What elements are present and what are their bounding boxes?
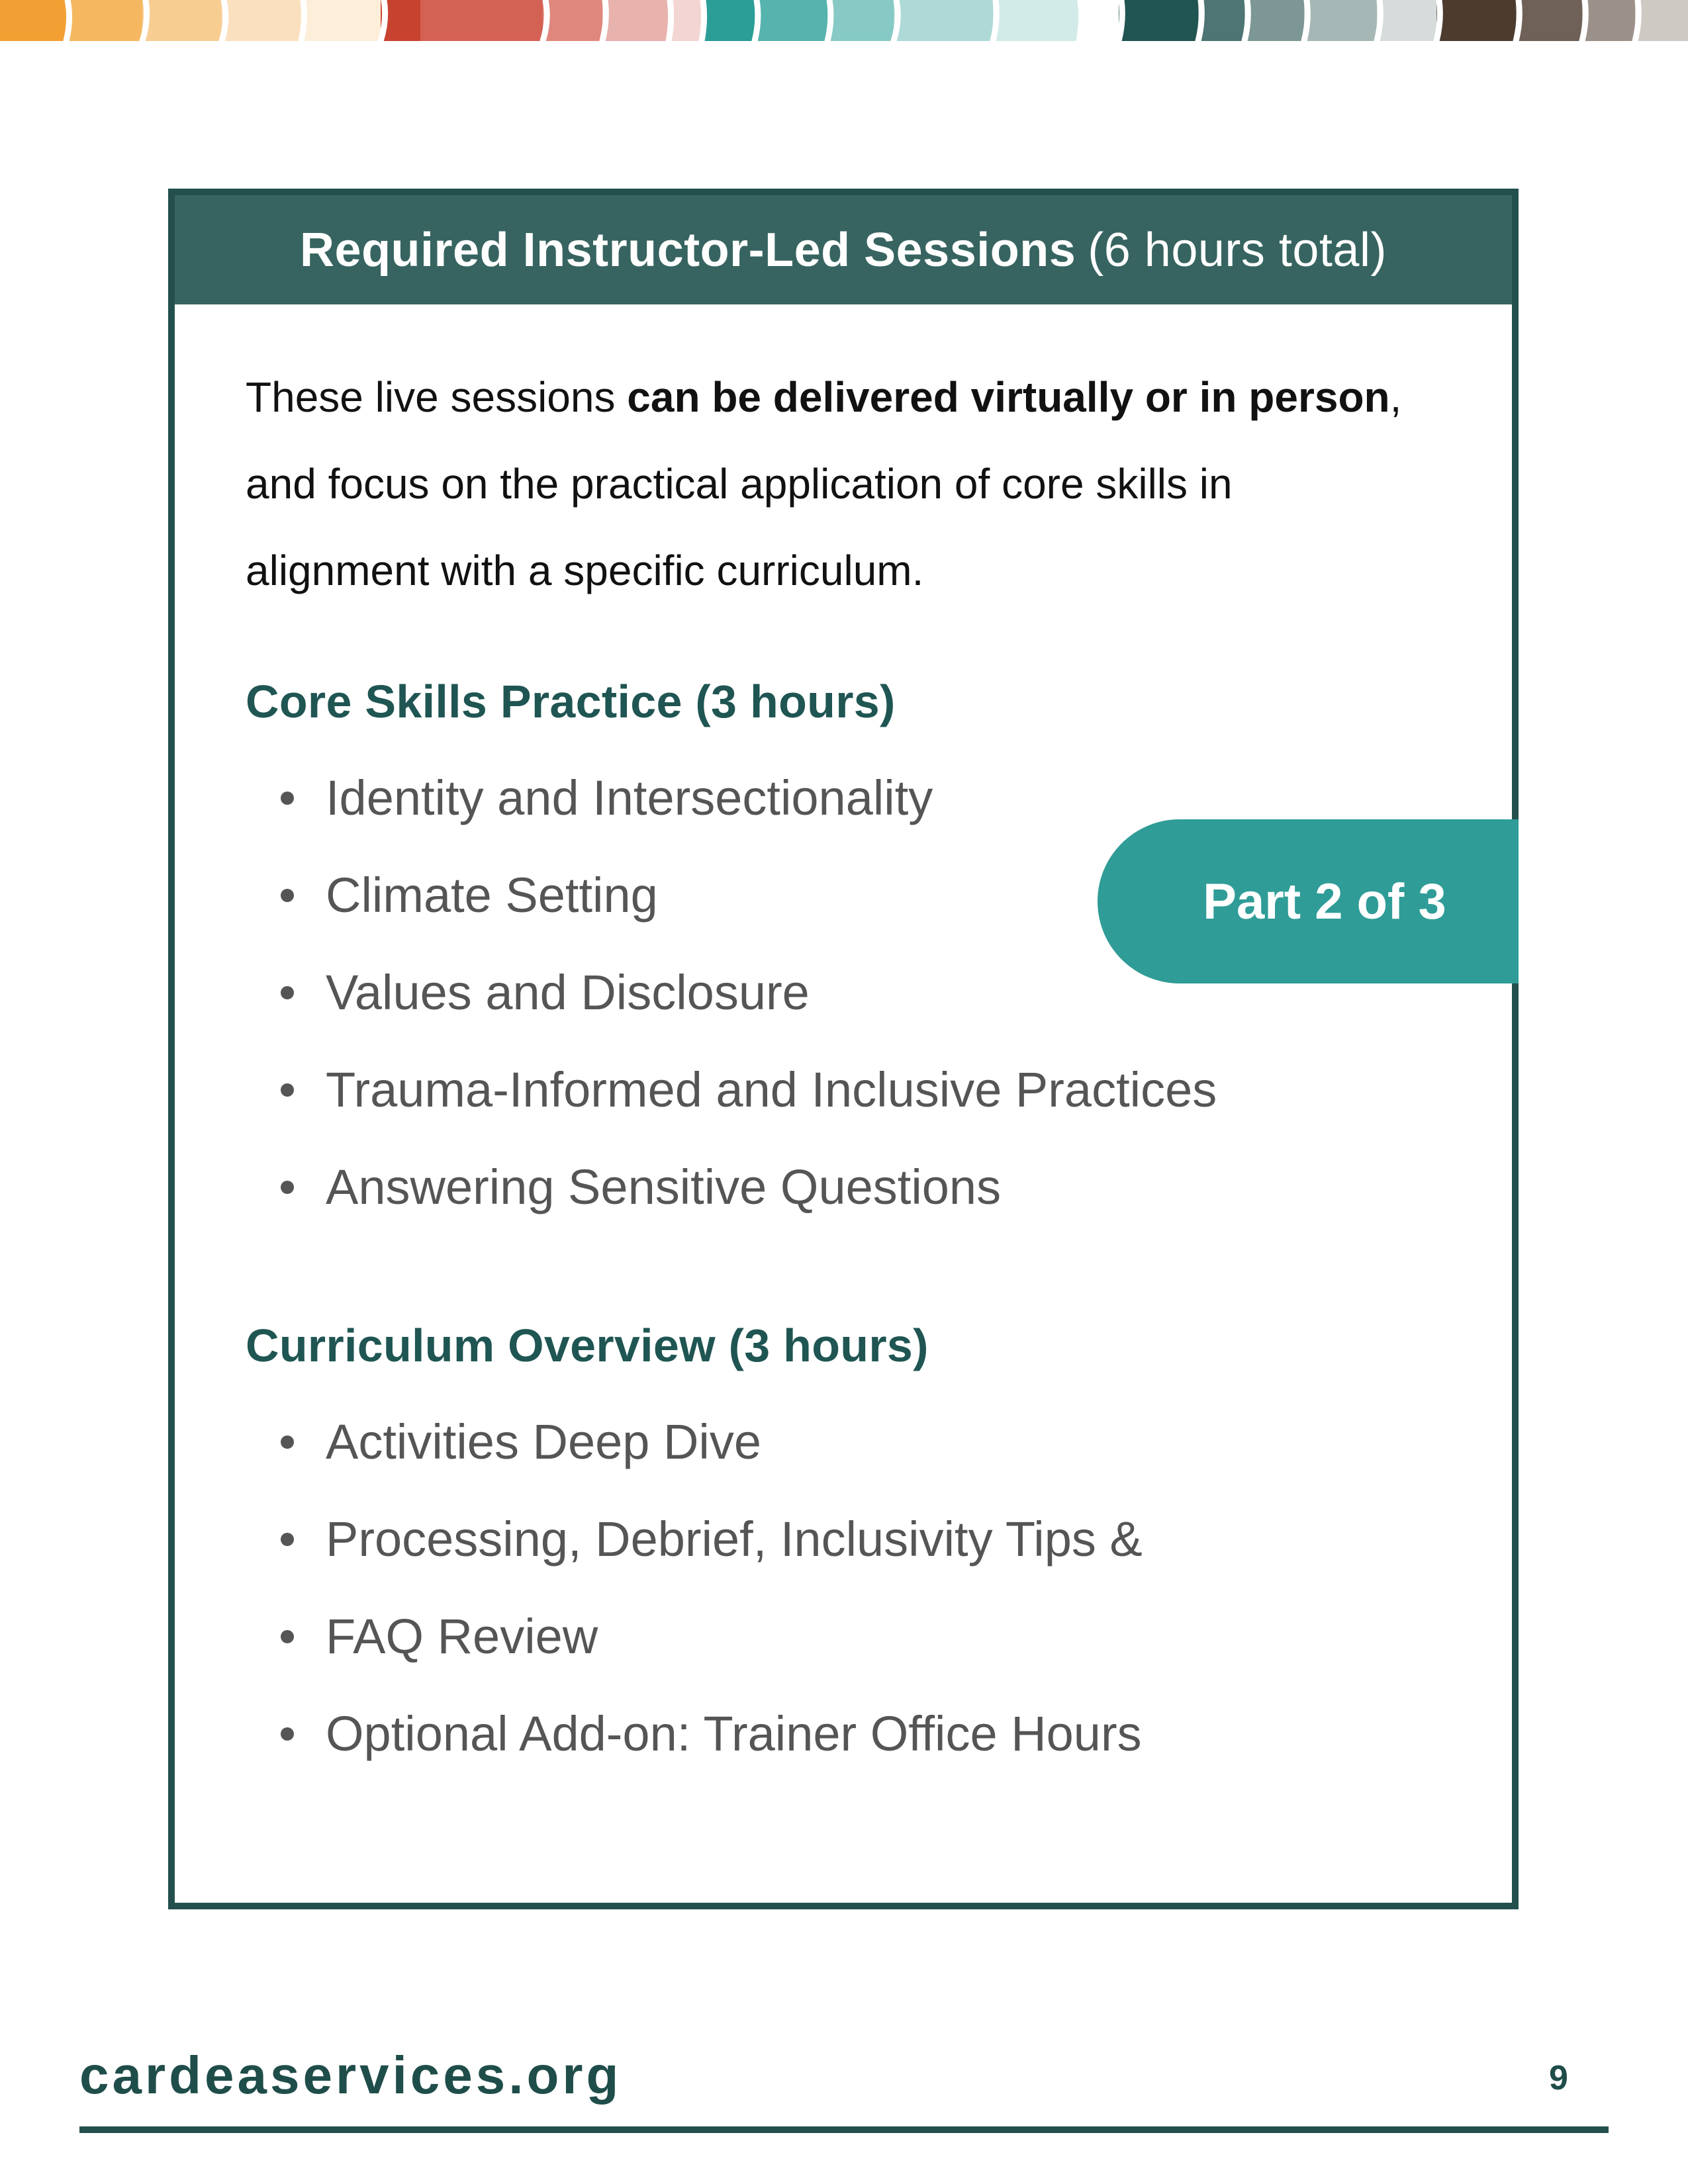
card-header (175, 195, 1512, 304)
intro-text-start: These live sessions (246, 373, 628, 421)
curriculum-overview-list (281, 1393, 1143, 1782)
intro-text-end: , and focus on the practical application of core skills in alignment with a specific curriculum. (246, 373, 1402, 594)
top-color-band (0, 0, 1688, 41)
list-item: Optional Add-on: Trainer Office Hours (281, 1685, 1143, 1782)
list-item: Processing, Debrief, Inclusivity Tips & (281, 1490, 1143, 1588)
footer-website-link[interactable]: cardeaservices.org (79, 2046, 622, 2105)
list-item: Climate Setting (281, 846, 1217, 944)
section-title-core-skills: Core Skills Practice (3 hours) (246, 676, 896, 727)
card-header-title: Required Instructor-Led Sessions (300, 223, 1076, 277)
section-title-curriculum-overview: Curriculum Overview (3 hours) (246, 1320, 929, 1371)
footer-divider (79, 2126, 1609, 2133)
page-number: 9 (1549, 2059, 1568, 2097)
list-item: Identity and Intersectionality (281, 749, 1217, 846)
list-item: Trauma-Informed and Inclusive Practices (281, 1041, 1217, 1138)
list-item: FAQ Review (281, 1588, 1143, 1685)
intro-text-bold: can be delivered virtually or in person (627, 373, 1390, 421)
part-indicator-tab: Part 2 of 3 (1098, 819, 1519, 983)
card-header-subtitle: (6 hours total) (1088, 223, 1387, 277)
sessions-card (168, 189, 1519, 1909)
list-item: Answering Sensitive Questions (281, 1138, 1217, 1236)
list-item: Activities Deep Dive (281, 1393, 1143, 1490)
intro-paragraph (246, 354, 1411, 614)
core-skills-list (281, 749, 1217, 1236)
list-item: Values and Disclosure (281, 944, 1217, 1041)
